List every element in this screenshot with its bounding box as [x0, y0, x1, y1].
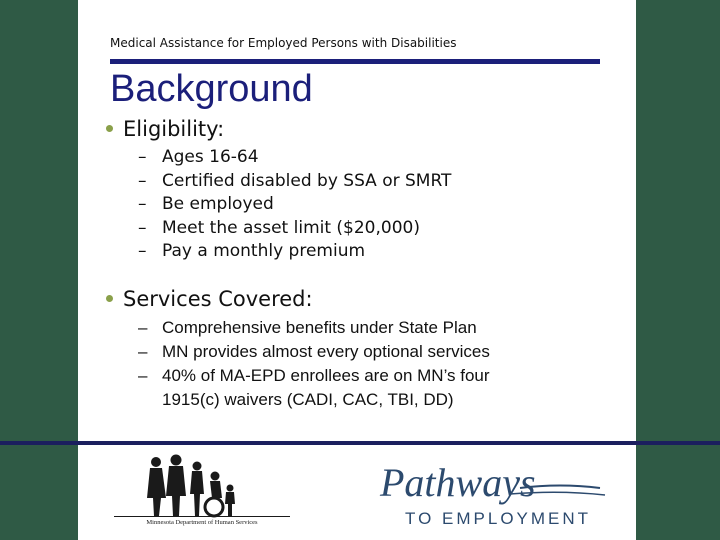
dhs-logo-text: Minnesota Department of Human Services: [146, 519, 258, 526]
list-item: – Pay a monthly premium: [138, 241, 366, 261]
list-item: – Ages 16-64: [138, 147, 259, 167]
header-subtitle: Medical Assistance for Employed Persons with Disabilities: [110, 36, 457, 50]
list-item-continuation: 1915(c) waivers (CADI, CAC, TBI, DD): [162, 390, 454, 409]
eligibility-list: [138, 146, 452, 264]
pathways-script-text: Pathways: [380, 460, 536, 505]
title-rule: [110, 59, 600, 64]
bullet-dot-icon: [106, 125, 113, 132]
eligibility-heading: Eligibility:: [106, 117, 224, 141]
bullet-dot-icon: [106, 295, 113, 302]
services-list: [138, 316, 490, 412]
page-title: Background: [110, 68, 313, 110]
list-item: – Be employed: [138, 194, 274, 214]
pathways-logo: [370, 458, 610, 530]
dhs-logo: [112, 452, 292, 527]
list-item: – Meet the asset limit ($20,000): [138, 217, 420, 238]
list-item: – 40% of MA-EPD enrollees are on MN’s four: [138, 366, 490, 385]
list-item: – Certified disabled by SSA or SMRT: [138, 170, 452, 191]
footer-band: [0, 441, 720, 445]
services-heading: Services Covered:: [106, 287, 313, 311]
list-item: – MN provides almost every optional services: [138, 342, 490, 361]
pathways-subtitle: TO EMPLOYMENT: [405, 509, 592, 528]
list-item: – Comprehensive benefits under State Plan: [138, 318, 477, 337]
